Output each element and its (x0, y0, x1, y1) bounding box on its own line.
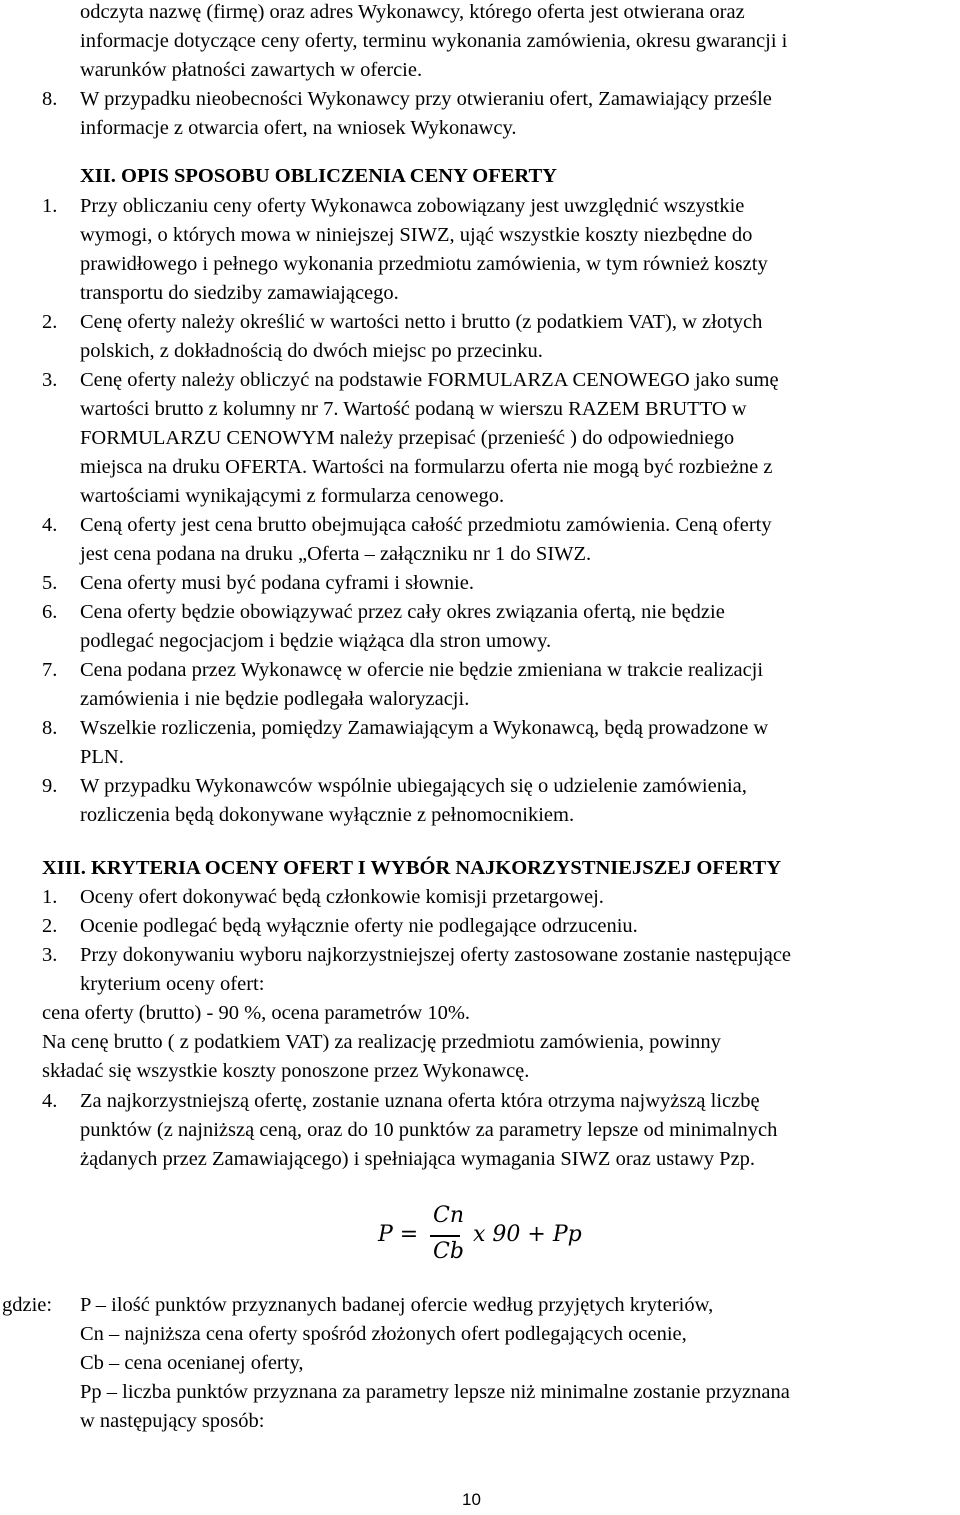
legend-line: P – ilość punktów przyznanych badanej ofercie według przyjętych kryteriów, (80, 1294, 714, 1316)
legend-line: Pp – liczba punktów przyznana za parametry lepsze niż minimalne zostanie przyznana (80, 1381, 790, 1403)
list-item-line: W przypadku Wykonawców wspólnie ubiegających się o udzielenie zamówienia, (80, 775, 747, 797)
paragraph-line: W przypadku nieobecności Wykonawcy przy otwieraniu ofert, Zamawiający prześle (80, 88, 772, 110)
paragraph-line: odczyta nazwę (firmę) oraz adres Wykonawcy, którego oferta jest otwierana oraz (80, 1, 745, 23)
list-number: 8. (42, 88, 58, 110)
list-number: 8. (42, 717, 58, 739)
criteria-line: cena oferty (brutto) - 90 %, ocena parametrów 10%. (42, 1002, 471, 1024)
list-item-line: Cena oferty musi być podana cyframi i słownie. (80, 572, 474, 594)
scoring-formula (378, 1203, 598, 1271)
list-item-line: punktów (z najniższą ceną, oraz do 10 punktów za parametry lepsze od minimalnych (80, 1119, 778, 1141)
list-item-line: Za najkorzystniejszą ofertę, zostanie uznana oferta która otrzyma najwyższą liczbę (80, 1090, 760, 1112)
paragraph-line: informacje dotyczące ceny oferty, terminu wykonania zamówienia, okresu gwarancji i (80, 30, 788, 52)
list-item-line: miejsca na druku OFERTA. Wartości na formularzu oferta nie mogą być rozbieżne z (80, 456, 773, 478)
formula-denominator: Cb (433, 1239, 464, 1264)
section-heading: XII. OPIS SPOSOBU OBLICZENIA CENY OFERTY (80, 165, 557, 187)
section-heading: XIII. KRYTERIA OCENY OFERT I WYBÓR NAJKORZYSTNIEJSZEJ OFERTY (42, 857, 782, 879)
list-item-line: transportu do siedziby zamawiającego. (80, 282, 399, 304)
paragraph-line: informacje z otwarcia ofert, na wniosek Wykonawcy. (80, 117, 517, 139)
list-item-line: Ceną oferty jest cena brutto obejmująca całość przedmiotu zamówienia. Ceną oferty (80, 514, 772, 536)
list-number: 9. (42, 775, 58, 797)
criteria-line: składać się wszystkie koszty ponoszone przez Wykonawcę. (42, 1060, 530, 1082)
list-item-line: PLN. (80, 746, 124, 768)
list-item-line: podlegać negocjacjom i będzie wiążąca dla stron umowy. (80, 630, 552, 652)
formula-numerator: Cn (433, 1203, 465, 1228)
list-number: 1. (42, 886, 58, 908)
list-number: 4. (42, 1090, 58, 1112)
list-number: 2. (42, 915, 58, 937)
fraction-bar (430, 1235, 460, 1237)
list-number: 7. (42, 659, 58, 681)
list-item-line: Cenę oferty należy określić w wartości netto i brutto (z podatkiem VAT), w złotych (80, 311, 763, 333)
list-item-line: jest cena podana na druku „Oferta – załączniku nr 1 do SIWZ. (80, 543, 592, 565)
list-item-line: zamówienia i nie będzie podlegała waloryzacji. (80, 688, 470, 710)
formula-rhs: x 90 + Pp (473, 1222, 582, 1247)
legend-label: gdzie: (2, 1294, 53, 1316)
list-item-line: Ocenie podlegać będą wyłącznie oferty nie podlegające odrzuceniu. (80, 915, 638, 937)
list-number: 1. (42, 195, 58, 217)
list-item-line: Cena oferty będzie obowiązywać przez cały okres związania ofertą, nie będzie (80, 601, 725, 623)
list-number: 3. (42, 944, 58, 966)
list-item-line: żądanych przez Zamawiającego) i spełniająca wymagania SIWZ oraz ustawy Pzp. (80, 1148, 756, 1170)
legend-line: w następujący sposób: (80, 1410, 265, 1432)
list-item-line: Wszelkie rozliczenia, pomiędzy Zamawiającym a Wykonawcą, będą prowadzone w (80, 717, 769, 739)
list-item-line: wartości brutto z kolumny nr 7. Wartość podaną w wierszu RAZEM BRUTTO w (80, 398, 747, 420)
list-number: 4. (42, 514, 58, 536)
legend-line: Cb – cena ocenianej oferty, (80, 1352, 304, 1374)
list-number: 5. (42, 572, 58, 594)
list-item-line: prawidłowego i pełnego wykonania przedmiotu zamówienia, w tym również koszty (80, 253, 768, 275)
list-item-line: FORMULARZU CENOWYM należy przepisać (przenieść ) do odpowiedniego (80, 427, 735, 449)
list-item-line: Oceny ofert dokonywać będą członkowie komisji przetargowej. (80, 886, 604, 908)
paragraph-line: warunków płatności zawartych w ofercie. (80, 59, 423, 81)
formula-lhs: P = (378, 1222, 419, 1247)
list-number: 2. (42, 311, 58, 333)
list-item-line: kryterium oceny ofert: (80, 973, 265, 995)
list-item-line: wartościami wynikającymi z formularza cenowego. (80, 485, 505, 507)
legend-line: Cn – najniższa cena oferty spośród złożonych ofert podlegających ocenie, (80, 1323, 687, 1345)
list-number: 3. (42, 369, 58, 391)
criteria-line: Na cenę brutto ( z podatkiem VAT) za realizację przedmiotu zamówienia, powinny (42, 1031, 721, 1053)
list-item-line: Cena podana przez Wykonawcę w ofercie nie będzie zmieniana w trakcie realizacji (80, 659, 764, 681)
list-item-line: rozliczenia będą dokonywane wyłącznie z pełnomocnikiem. (80, 804, 575, 826)
list-number: 6. (42, 601, 58, 623)
list-item-line: wymogi, o których mowa w niniejszej SIWZ, ująć wszystkie koszty niezbędne do (80, 224, 753, 246)
list-item-line: Przy dokonywaniu wyboru najkorzystniejszej oferty zastosowane zostanie następujące (80, 944, 792, 966)
page-number: 10 (462, 1490, 481, 1509)
list-item-line: polskich, z dokładnością do dwóch miejsc po przecinku. (80, 340, 543, 362)
list-item-line: Cenę oferty należy obliczyć na podstawie FORMULARZA CENOWEGO jako sumę (80, 369, 779, 391)
list-item-line: Przy obliczaniu ceny oferty Wykonawca zobowiązany jest uwzględnić wszystkie (80, 195, 745, 217)
